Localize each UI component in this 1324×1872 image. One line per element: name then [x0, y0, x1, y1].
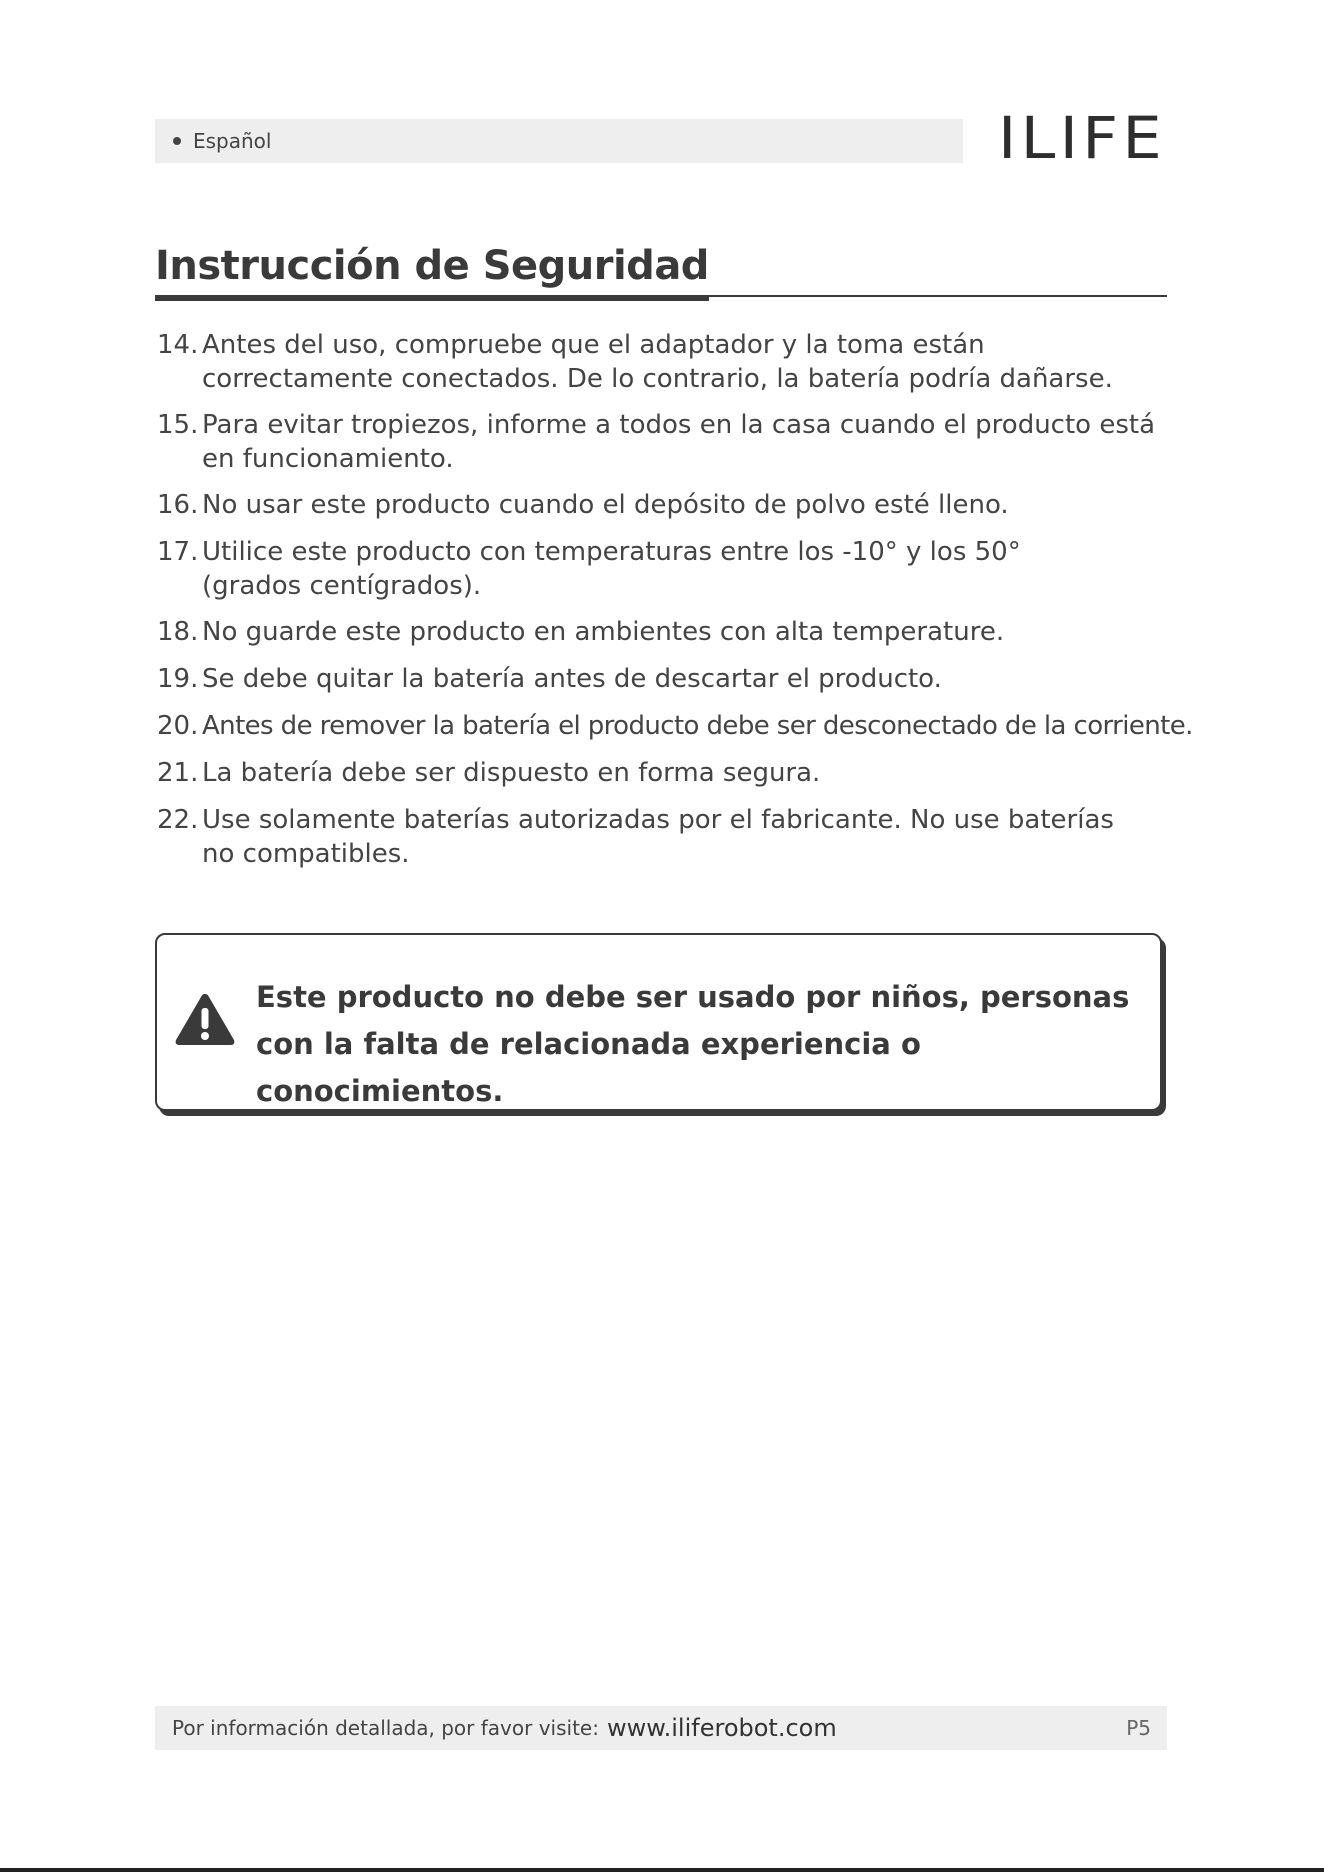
item-number: 22. — [157, 805, 199, 835]
list-item — [157, 615, 1177, 649]
list-item — [157, 408, 1177, 476]
bullet-icon — [173, 137, 181, 145]
language-bar — [155, 119, 963, 163]
brand-logo-text: ILIFE — [998, 108, 1166, 168]
list-item — [157, 662, 1177, 696]
item-text: No guarde este producto en ambientes con alta temperature. — [202, 617, 1005, 647]
safety-list — [157, 328, 1193, 883]
item-number: 14. — [157, 330, 199, 360]
language-label: Español — [193, 129, 272, 153]
item-text: Utilice este producto con temperaturas entre los -10° y los 50° (grados centígrados). — [202, 537, 1021, 601]
page-bottom-edge — [0, 1868, 1324, 1872]
list-item — [157, 328, 1177, 396]
list-item — [157, 488, 1177, 522]
footer-text: Por información detallada, por favor visite: — [172, 1716, 599, 1740]
warning-icon — [174, 991, 236, 1047]
brand-logo — [998, 108, 1168, 168]
item-text: No usar este producto cuando el depósito de polvo esté lleno. — [202, 490, 1009, 520]
title-divider — [155, 295, 1167, 297]
item-text: Para evitar tropiezos, informe a todos en la casa cuando el producto está en funcionamiento. — [202, 410, 1156, 474]
footer-bar — [155, 1706, 1167, 1750]
item-number: 19. — [157, 664, 199, 694]
item-number: 16. — [157, 490, 199, 520]
website-link[interactable]: www.iliferobot.com — [606, 1714, 837, 1742]
item-number: 17. — [157, 537, 199, 567]
list-item — [157, 709, 1193, 743]
list-item — [157, 535, 1177, 603]
item-number: 18. — [157, 617, 199, 647]
item-number: 21. — [157, 758, 199, 788]
item-text: Use solamente baterías autorizadas por el fabricante. No use baterías no compatibles. — [202, 805, 1114, 869]
item-number: 20. — [157, 711, 199, 741]
item-text: Se debe quitar la batería antes de descartar el producto. — [202, 664, 942, 694]
item-text: Antes del uso, compruebe que el adaptador y la toma están correctamente conectados. De lo contrario, la batería podría dañarse. — [202, 330, 1113, 394]
item-text: Antes de remover la batería el producto debe ser desconectado de la corriente. — [202, 711, 1193, 741]
list-item — [157, 756, 1177, 790]
warning-box — [155, 933, 1162, 1111]
warning-text: Este producto no debe ser usado por niños, personas con la falta de relacionada experiencia o conocimientos. — [256, 980, 1130, 1108]
page-number: P5 — [1126, 1716, 1151, 1740]
item-number: 15. — [157, 410, 199, 440]
list-item — [157, 803, 1177, 871]
page-title: Instrucción de Seguridad — [155, 242, 709, 301]
item-text: La batería debe ser dispuesto en forma segura. — [202, 758, 821, 788]
